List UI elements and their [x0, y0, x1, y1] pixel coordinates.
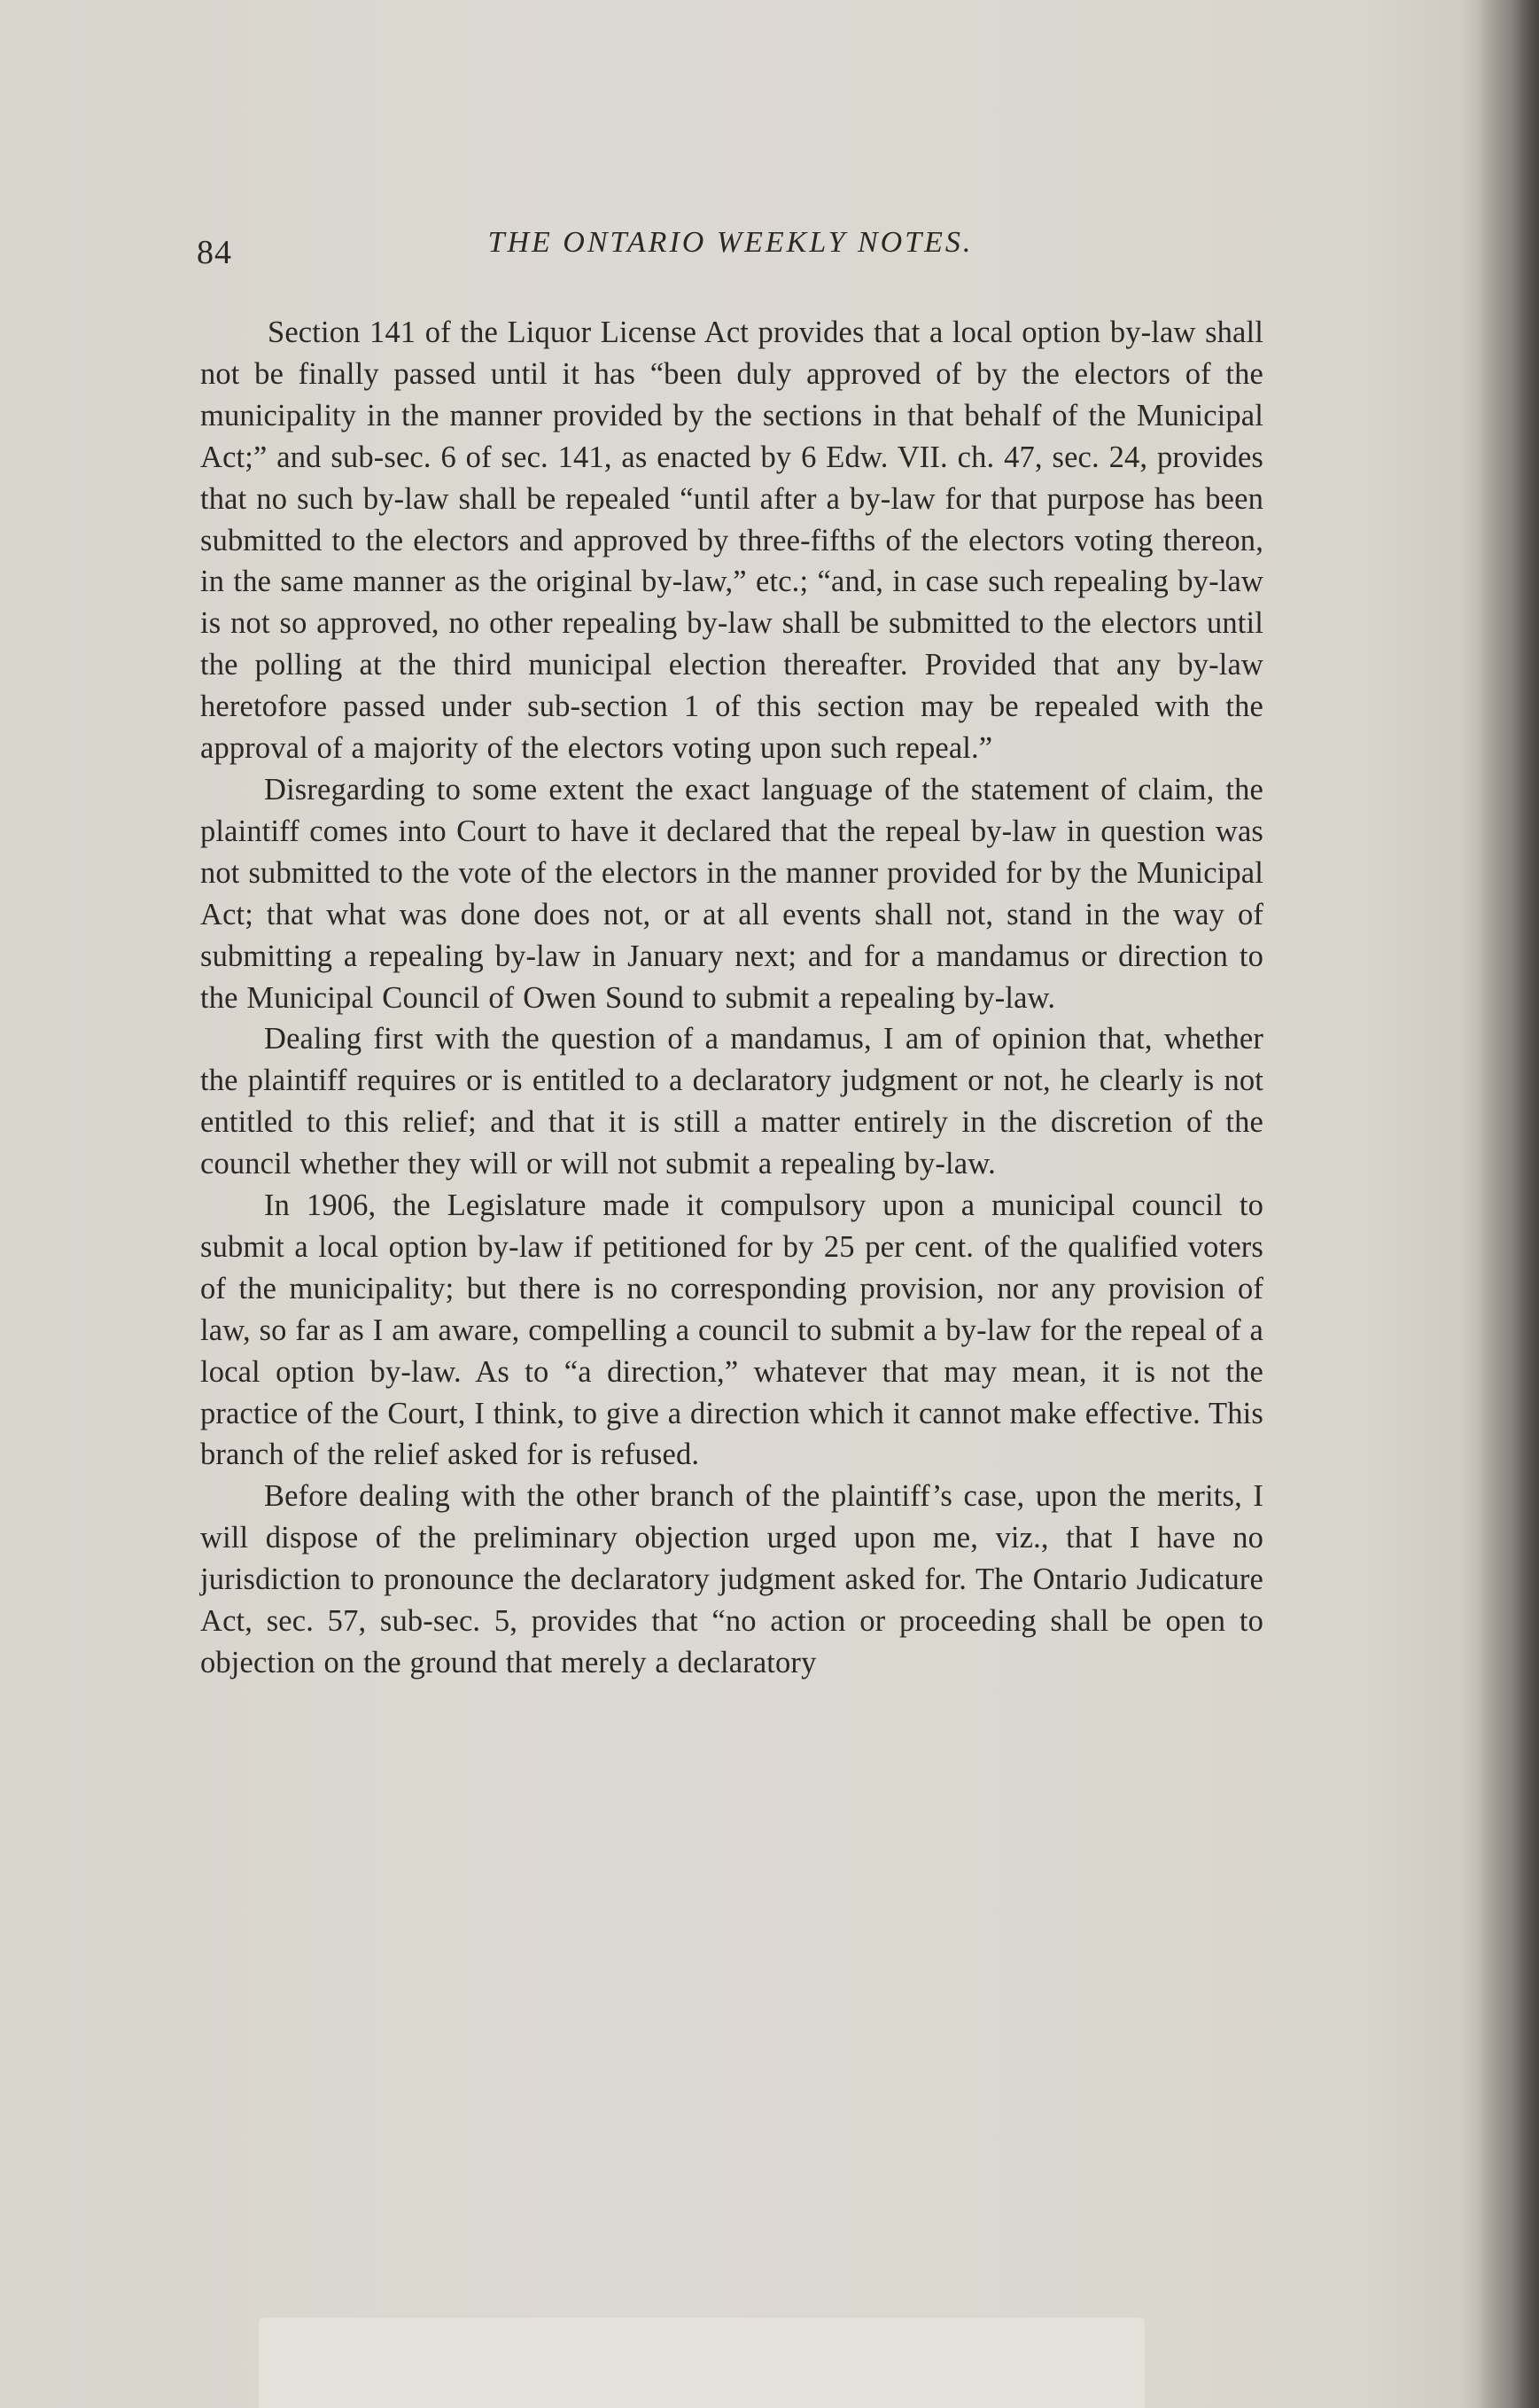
paragraph-2: Disregarding to some extent the exact language of the statement of claim, the plaintiff comes into Court to have it declared that the repeal by-law in question was not submitted to the vote of the electors in the manner provided for by the Municipal Act; that what was done does not, or at all events shall not, stand in the way of submitting a repealing by-law in January next; and for a mandamus or direction to the Municipal Council of Owen Sound to submit a repealing by-law. [200, 772, 1263, 1015]
running-title: THE ONTARIO WEEKLY NOTES. [487, 226, 974, 259]
page-number: 84 [197, 234, 232, 271]
book-spine-shadow [1477, 0, 1539, 2408]
paragraph-5: Before dealing with the other branch of the plaintiff’s case, upon the merits, I will dispose of the preliminary objection urged upon me, viz., that I have no jurisdiction to pronounce the declaratory judgment asked for. The Ontario Judicature Act, sec. 57, sub-sec. 5, provides that “no action or proceeding shall be open to objection on the ground that merely a declaratory [200, 1479, 1263, 1679]
paragraph-3: Dealing first with the question of a mandamus, I am of opinion that, whether the plaintiff requires or is entitled to a declaratory judgment or not, he clearly is not entitled to this relief; and that it is still a matter entirely in the discretion of the council whether they will or will not submit a repealing by-law. [200, 1022, 1263, 1181]
paragraph-1: Section 141 of the Liquor License Act provides that a local option by-law shall not be finally passed until it has “been duly approved of by the electors of the municipality in the manner provided by the sections in that behalf of the Municipal Act;” and sub-sec. 6 of sec. 141, as enacted by 6 Edw. VII. ch. 47, sec. 24, provides that no such by-law shall be repealed “until after a by-law for that purpose has been submitted to the electors and approved by three-fifths of the electors voting thereon, in the same manner as the original by-law,” etc.; “and, in case such repealing by-law is not so approved, no other repealing by-law shall be submitted to the electors until the polling at the third municipal election thereafter. Provided that any by-law heretofore passed under sub-section 1 of this section may be repealed with the approval of a majority of the electors voting upon such repeal.” [200, 316, 1263, 766]
page-header [197, 226, 1264, 279]
paper-patch [259, 2318, 1145, 2408]
paragraph-4: In 1906, the Legislature made it compulsory upon a municipal council to submit a local option by-law if petitioned for by 25 per cent. of the qualified voters of the municipality; but there is no corresponding provision, nor any provision of law, so far as I am aware, compelling a council to submit a by-law for the repeal of a local option by-law. As to “a direction,” whatever that may mean, it is not the practice of the Court, I think, to give a direction which it cannot make effective. This branch of the relief asked for is refused. [200, 1188, 1263, 1472]
body-text [200, 312, 1263, 1684]
